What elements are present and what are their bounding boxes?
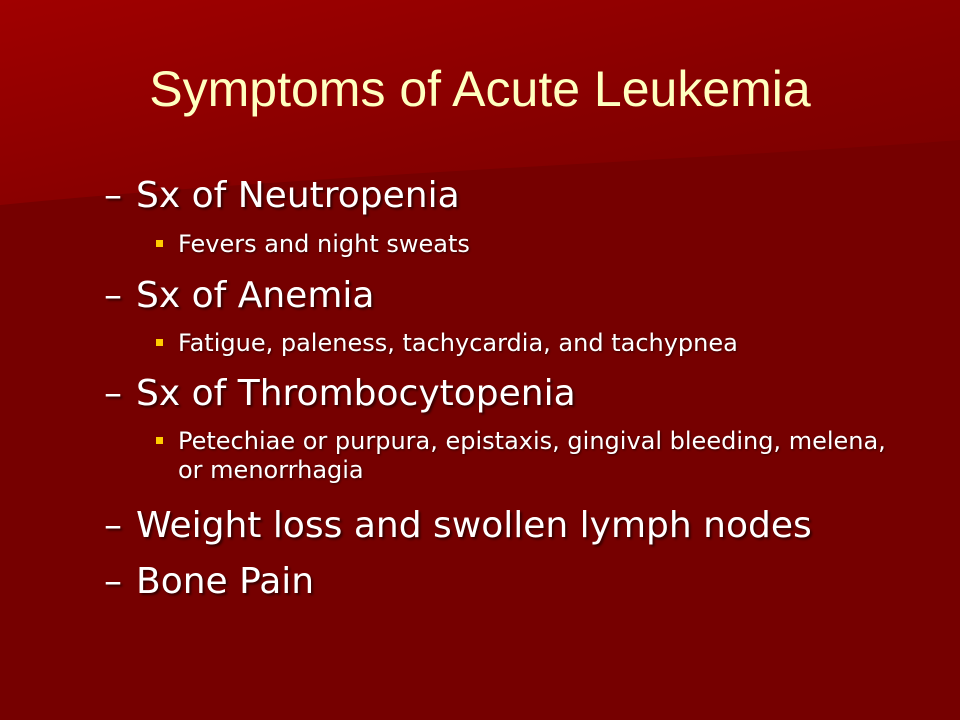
dash-glyph: –	[104, 373, 122, 414]
sub-list-item-label: Fevers and night sweats	[178, 230, 470, 258]
square-bullet-icon	[156, 339, 163, 346]
list-item-label: Bone Pain	[136, 561, 315, 602]
sub-list-item	[156, 230, 916, 259]
sub-list-item-label: Fatigue, paleness, tachycardia, and tachypnea	[178, 329, 738, 357]
sub-list-item	[156, 427, 916, 485]
square-bullet-icon	[156, 437, 163, 444]
list-item-label: Weight loss and swollen lymph nodes	[136, 505, 812, 546]
dash-glyph: –	[104, 505, 122, 546]
list-item	[104, 560, 314, 604]
list-item	[104, 174, 460, 218]
list-item-label: Sx of Anemia	[136, 275, 375, 316]
slide-title: Symptoms of Acute Leukemia	[149, 61, 811, 117]
list-item	[104, 504, 812, 548]
dash-glyph: –	[104, 275, 122, 316]
square-bullet-icon	[156, 240, 163, 247]
dash-glyph: –	[104, 561, 122, 602]
list-item-label: Sx of Thrombocytopenia	[136, 373, 576, 414]
list-item	[104, 274, 374, 318]
list-item-label: Sx of Neutropenia	[136, 175, 460, 216]
list-item	[104, 372, 576, 416]
sub-list-item-label: Petechiae or purpura, epistaxis, gingival bleeding, melena, or menorrhagia	[178, 427, 886, 484]
dash-glyph: –	[104, 175, 122, 216]
sub-list-item	[156, 329, 916, 358]
